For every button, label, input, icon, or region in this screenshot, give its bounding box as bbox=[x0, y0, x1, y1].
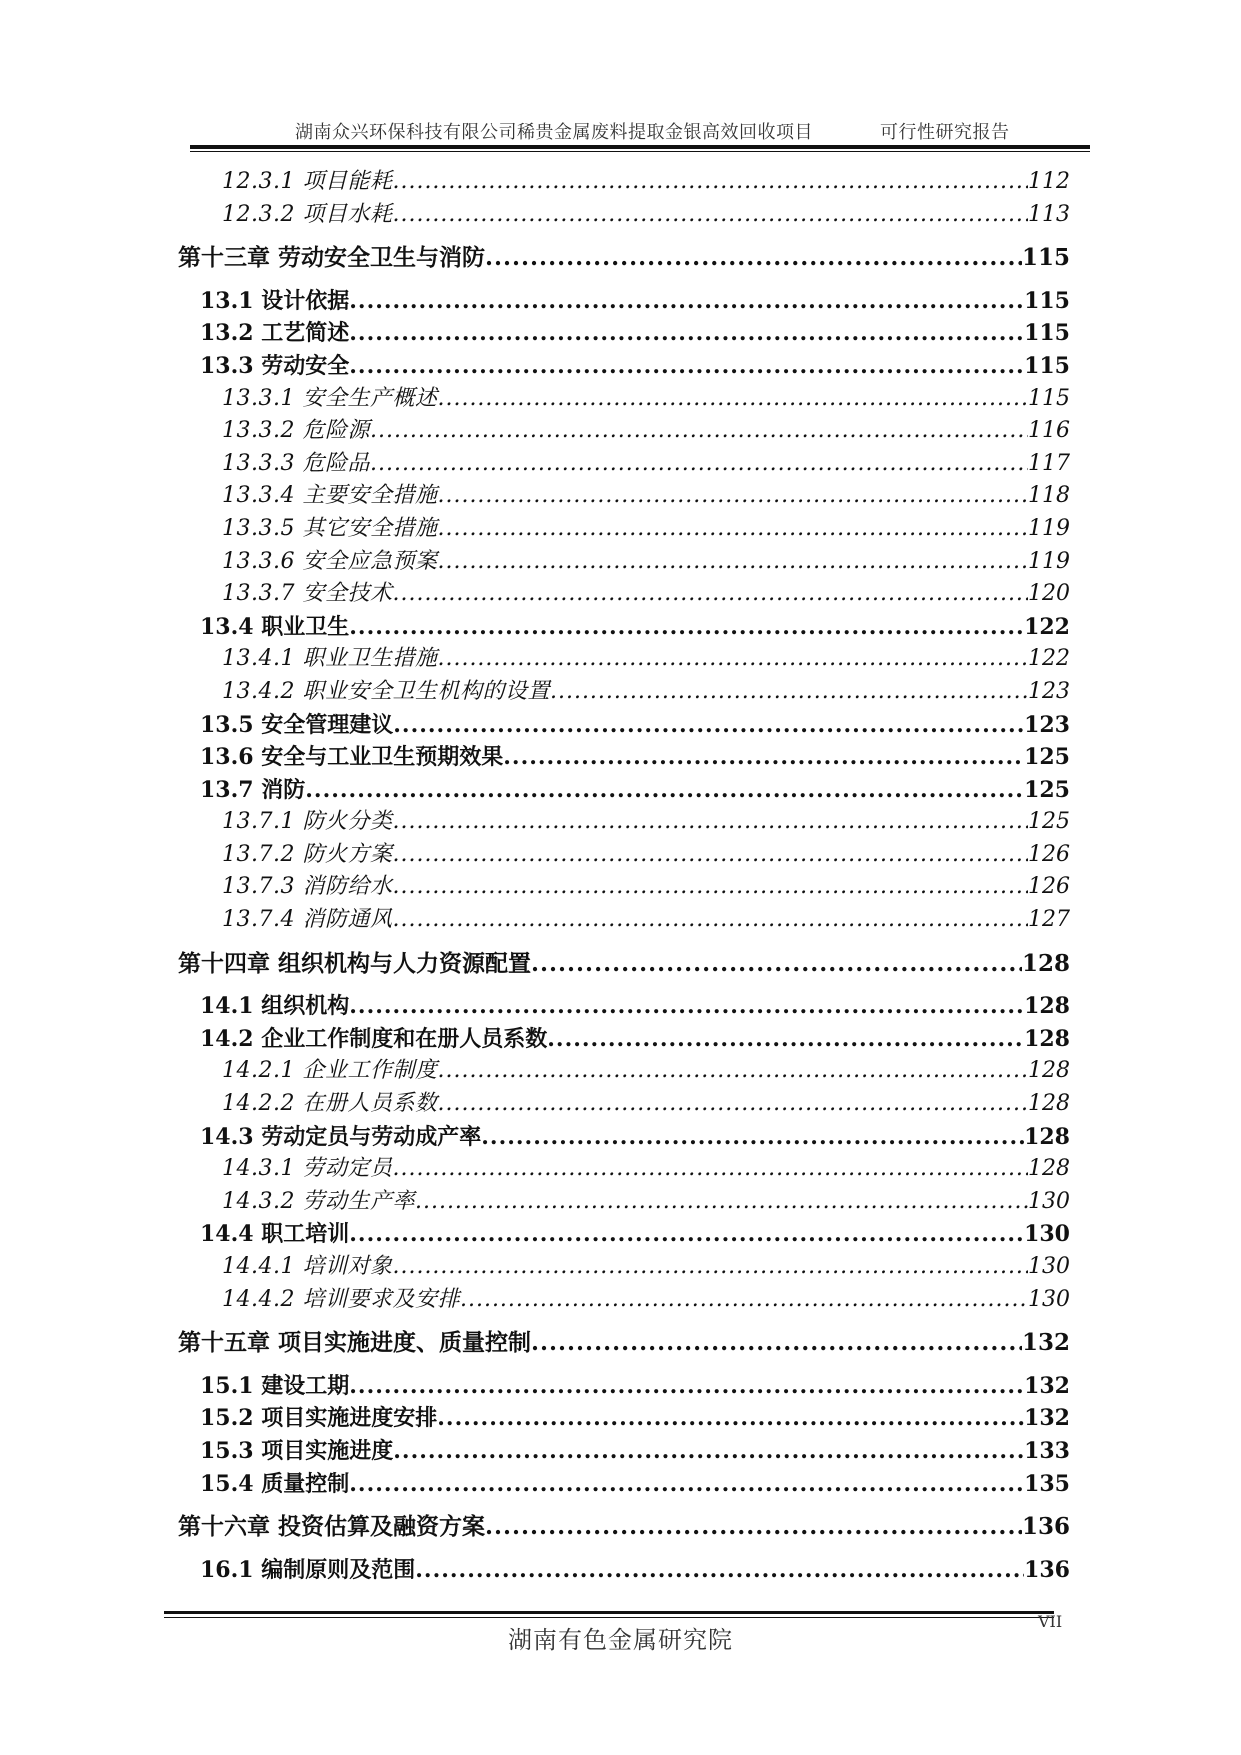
toc-leader-dots bbox=[550, 676, 1028, 709]
toc-entry[interactable] bbox=[178, 774, 1070, 807]
toc-entry[interactable] bbox=[178, 1088, 1070, 1121]
toc-entry-label: 12.3.1 项目能耗 bbox=[222, 169, 393, 194]
toc-entry-label: 13.3.4 主要安全措施 bbox=[222, 483, 438, 509]
toc-leader-dots bbox=[349, 1218, 1024, 1251]
toc-entry-page: 128 bbox=[1028, 1058, 1070, 1084]
toc-entry[interactable] bbox=[178, 480, 1070, 513]
toc-entry-label: 13.4.1 职业卫生措施 bbox=[222, 646, 438, 672]
toc-entry[interactable] bbox=[178, 1468, 1070, 1501]
toc-entry-page: 128 bbox=[1024, 1025, 1070, 1052]
toc-entry-label: 13.3 劳动安全 bbox=[200, 352, 350, 379]
toc-entry-label: 14.2.2 在册人员系数 bbox=[222, 1091, 438, 1117]
toc-entry-page: 116 bbox=[1028, 418, 1070, 444]
toc-entry-page: 136 bbox=[1021, 1513, 1070, 1541]
toc-leader-dots bbox=[392, 199, 1028, 232]
toc-entry[interactable] bbox=[178, 1435, 1070, 1468]
toc-leader-dots bbox=[437, 1055, 1028, 1088]
toc-entry-label: 13.4 职业卫生 bbox=[200, 613, 350, 640]
toc-entry-label: 13.3.1 安全生产概述 bbox=[222, 385, 438, 411]
toc-entry-page: 125 bbox=[1024, 776, 1070, 803]
toc-entry[interactable] bbox=[178, 1251, 1070, 1284]
toc-entry-label: 13.3.5 其它安全措施 bbox=[222, 515, 438, 541]
toc-entry-page: 132 bbox=[1021, 1329, 1070, 1357]
toc-leader-dots bbox=[370, 448, 1028, 481]
toc-entry-page: 128 bbox=[1028, 1156, 1070, 1182]
toc-entry-label: 14.4 职工培训 bbox=[200, 1221, 350, 1248]
toc-entry[interactable] bbox=[178, 611, 1070, 644]
toc-entry[interactable] bbox=[178, 741, 1070, 774]
toc-entry-page: 123 bbox=[1028, 678, 1070, 704]
toc-leader-dots bbox=[392, 1153, 1028, 1186]
toc-leader-dots bbox=[349, 611, 1024, 644]
toc-entry-label: 13.3.7 安全技术 bbox=[222, 581, 393, 607]
toc-leader-dots bbox=[485, 242, 1022, 275]
toc-leader-dots bbox=[503, 741, 1024, 774]
toc-entry-label: 13.7.2 防火方案 bbox=[222, 841, 393, 867]
toc-leader-dots bbox=[485, 1511, 1022, 1544]
toc-entry[interactable] bbox=[178, 871, 1070, 904]
footer-organization: 湖南有色金属研究院 bbox=[508, 1626, 733, 1654]
header-rule-thick bbox=[190, 145, 1090, 149]
toc-entry[interactable] bbox=[178, 1121, 1070, 1154]
toc-entry[interactable] bbox=[178, 904, 1070, 937]
toc-entry-label: 13.7 消防 bbox=[200, 776, 306, 803]
toc-entry-label: 12.3.2 项目水耗 bbox=[222, 201, 393, 227]
toc-leader-dots bbox=[437, 643, 1028, 676]
toc-entry-label: 13.3.6 安全应急预案 bbox=[222, 548, 438, 574]
header-report-type: 可行性研究报告 bbox=[880, 122, 1010, 143]
header-rule-thin bbox=[190, 151, 1090, 152]
toc-entry-page: 122 bbox=[1024, 613, 1070, 640]
toc-entry[interactable] bbox=[178, 676, 1070, 709]
toc-entry[interactable] bbox=[178, 317, 1070, 350]
toc-entry-label: 第十六章 投资估算及融资方案 bbox=[178, 1513, 486, 1541]
toc-leader-dots bbox=[437, 1402, 1024, 1435]
toc-entry-page: 115 bbox=[1021, 244, 1070, 272]
toc-leader-dots bbox=[349, 285, 1024, 318]
toc-entry[interactable] bbox=[178, 1218, 1070, 1251]
toc-entry[interactable] bbox=[178, 199, 1070, 232]
footer-rule-thick bbox=[164, 1611, 1054, 1614]
toc-leader-dots bbox=[305, 774, 1024, 807]
toc-entry-page: 125 bbox=[1024, 744, 1070, 771]
toc-entry-page: 115 bbox=[1028, 385, 1070, 411]
toc-entry-page: 135 bbox=[1024, 1470, 1070, 1497]
toc-entry-label: 13.7.3 消防给水 bbox=[222, 874, 393, 900]
toc-entry-page: 133 bbox=[1024, 1437, 1070, 1464]
toc-leader-dots bbox=[370, 415, 1028, 448]
toc-entry-label: 15.1 建设工期 bbox=[200, 1372, 350, 1399]
toc-entry[interactable] bbox=[178, 806, 1070, 839]
toc-entry-label: 15.4 质量控制 bbox=[200, 1470, 350, 1497]
toc-leader-dots bbox=[547, 1023, 1024, 1056]
toc-entry-page: 126 bbox=[1028, 841, 1070, 867]
toc-entry-label: 13.3.2 危险源 bbox=[222, 418, 370, 444]
toc-entry-page: 132 bbox=[1024, 1405, 1070, 1432]
page-header bbox=[190, 118, 1090, 148]
toc-leader-dots bbox=[437, 546, 1028, 579]
toc-leader-dots bbox=[393, 709, 1024, 742]
toc-entry[interactable] bbox=[178, 242, 1070, 275]
toc-leader-dots bbox=[349, 317, 1024, 350]
toc-entry-page: 126 bbox=[1028, 874, 1070, 900]
toc-entry[interactable] bbox=[178, 1402, 1070, 1435]
toc-entry-page: 136 bbox=[1024, 1556, 1070, 1583]
toc-leader-dots bbox=[392, 871, 1028, 904]
toc-entry-label: 14.2.1 企业工作制度 bbox=[222, 1058, 438, 1084]
toc-leader-dots bbox=[393, 1435, 1024, 1468]
toc-entry-label: 第十五章 项目实施进度、质量控制 bbox=[178, 1329, 532, 1357]
toc-entry-label: 16.1 编制原则及范围 bbox=[200, 1556, 416, 1583]
toc-entry[interactable] bbox=[178, 166, 1070, 199]
toc-entry-page: 132 bbox=[1024, 1372, 1070, 1399]
toc-entry[interactable] bbox=[178, 1055, 1070, 1088]
toc-leader-dots bbox=[531, 948, 1022, 981]
toc-entry[interactable] bbox=[178, 1284, 1070, 1317]
toc-entry-page: 119 bbox=[1028, 548, 1070, 574]
toc-entry-page: 115 bbox=[1024, 352, 1070, 379]
toc-entry-page: 128 bbox=[1028, 1091, 1070, 1117]
toc-leader-dots bbox=[531, 1327, 1022, 1360]
toc-entry[interactable] bbox=[178, 948, 1070, 981]
table-of-contents bbox=[178, 166, 1070, 1586]
toc-entry[interactable] bbox=[178, 1370, 1070, 1403]
page-number: VII bbox=[1038, 1612, 1063, 1631]
toc-entry-page: 128 bbox=[1021, 949, 1070, 977]
toc-leader-dots bbox=[392, 166, 1028, 199]
toc-entry[interactable] bbox=[178, 285, 1070, 318]
toc-entry-label: 13.7.4 消防通风 bbox=[222, 907, 393, 933]
footer-rule-thin bbox=[164, 1617, 1054, 1618]
toc-leader-dots bbox=[437, 383, 1028, 416]
toc-entry-label: 14.1 组织机构 bbox=[200, 993, 350, 1020]
toc-entry-page: 130 bbox=[1028, 1188, 1070, 1214]
toc-entry-page: 130 bbox=[1028, 1286, 1070, 1312]
toc-entry-label: 13.5 安全管理建议 bbox=[200, 711, 394, 738]
toc-entry-label: 13.4.2 职业安全卫生机构的设置 bbox=[222, 678, 550, 704]
toc-entry-label: 13.2 工艺简述 bbox=[200, 320, 350, 347]
toc-entry-label: 14.3.1 劳动定员 bbox=[222, 1156, 393, 1182]
toc-entry-page: 117 bbox=[1028, 450, 1070, 476]
toc-leader-dots bbox=[392, 1251, 1028, 1284]
toc-entry[interactable] bbox=[178, 709, 1070, 742]
toc-entry-label: 14.2 企业工作制度和在册人员系数 bbox=[200, 1025, 548, 1052]
toc-entry[interactable] bbox=[178, 513, 1070, 546]
toc-leader-dots bbox=[349, 990, 1024, 1023]
toc-leader-dots bbox=[437, 513, 1028, 546]
toc-entry[interactable] bbox=[178, 546, 1070, 579]
toc-entry[interactable] bbox=[178, 1186, 1070, 1219]
toc-entry-label: 13.3.3 危险品 bbox=[222, 450, 370, 476]
toc-entry-page: 120 bbox=[1028, 581, 1070, 607]
toc-leader-dots bbox=[392, 806, 1028, 839]
toc-entry-page: 115 bbox=[1024, 320, 1070, 347]
toc-entry-page: 119 bbox=[1028, 515, 1070, 541]
toc-entry[interactable] bbox=[178, 839, 1070, 872]
toc-entry-page: 125 bbox=[1028, 809, 1070, 835]
toc-entry-page: 128 bbox=[1024, 993, 1070, 1020]
toc-leader-dots bbox=[392, 904, 1028, 937]
toc-entry-label: 14.4.1 培训对象 bbox=[222, 1254, 393, 1279]
toc-entry-label: 15.2 项目实施进度安排 bbox=[200, 1405, 438, 1432]
toc-leader-dots bbox=[481, 1121, 1024, 1154]
toc-entry-page: 130 bbox=[1024, 1221, 1070, 1248]
toc-entry-label: 13.6 安全与工业卫生预期效果 bbox=[200, 744, 504, 771]
toc-entry[interactable] bbox=[178, 350, 1070, 383]
toc-entry-page: 113 bbox=[1028, 201, 1070, 227]
toc-leader-dots bbox=[349, 350, 1024, 383]
toc-entry[interactable] bbox=[178, 1511, 1070, 1544]
toc-entry-page: 127 bbox=[1028, 907, 1070, 933]
toc-entry[interactable] bbox=[178, 1554, 1070, 1587]
toc-leader-dots bbox=[415, 1554, 1024, 1587]
toc-leader-dots bbox=[437, 480, 1028, 513]
toc-leader-dots bbox=[415, 1186, 1028, 1219]
toc-entry-label: 15.3 项目实施进度 bbox=[200, 1437, 394, 1464]
toc-leader-dots bbox=[349, 1468, 1024, 1501]
toc-entry-label: 13.1 设计依据 bbox=[200, 287, 350, 314]
toc-leader-dots bbox=[392, 839, 1028, 872]
header-project-title: 湖南众兴环保科技有限公司稀贵金属废料提取金银高效回收项目 bbox=[295, 122, 813, 143]
toc-entry-label: 第十三章 劳动安全卫生与消防 bbox=[178, 244, 486, 272]
toc-entry[interactable] bbox=[178, 990, 1070, 1023]
toc-leader-dots bbox=[349, 1370, 1024, 1403]
toc-entry-page: 122 bbox=[1028, 646, 1070, 672]
toc-entry[interactable] bbox=[178, 415, 1070, 448]
toc-entry-label: 13.7.1 防火分类 bbox=[222, 809, 393, 835]
toc-entry-page: 115 bbox=[1024, 287, 1070, 314]
toc-entry-page: 128 bbox=[1024, 1123, 1070, 1150]
toc-entry[interactable] bbox=[178, 383, 1070, 416]
toc-entry[interactable] bbox=[178, 1023, 1070, 1056]
toc-entry[interactable] bbox=[178, 1153, 1070, 1186]
toc-entry[interactable] bbox=[178, 448, 1070, 481]
toc-leader-dots bbox=[437, 1088, 1028, 1121]
toc-entry[interactable] bbox=[178, 643, 1070, 676]
toc-entry[interactable] bbox=[178, 1327, 1070, 1360]
toc-entry-label: 14.4.2 培训要求及安排 bbox=[222, 1286, 460, 1312]
toc-leader-dots bbox=[460, 1284, 1028, 1317]
toc-entry-label: 14.3 劳动定员与劳动成产率 bbox=[200, 1123, 482, 1150]
toc-entry-page: 112 bbox=[1028, 169, 1070, 194]
toc-entry-page: 123 bbox=[1024, 711, 1070, 738]
toc-entry-label: 14.3.2 劳动生产率 bbox=[222, 1188, 415, 1214]
toc-entry-label: 第十四章 组织机构与人力资源配置 bbox=[178, 949, 532, 977]
toc-entry-page: 118 bbox=[1028, 483, 1070, 509]
toc-entry[interactable] bbox=[178, 578, 1070, 611]
toc-leader-dots bbox=[392, 578, 1028, 611]
toc-entry-page: 130 bbox=[1028, 1254, 1070, 1279]
